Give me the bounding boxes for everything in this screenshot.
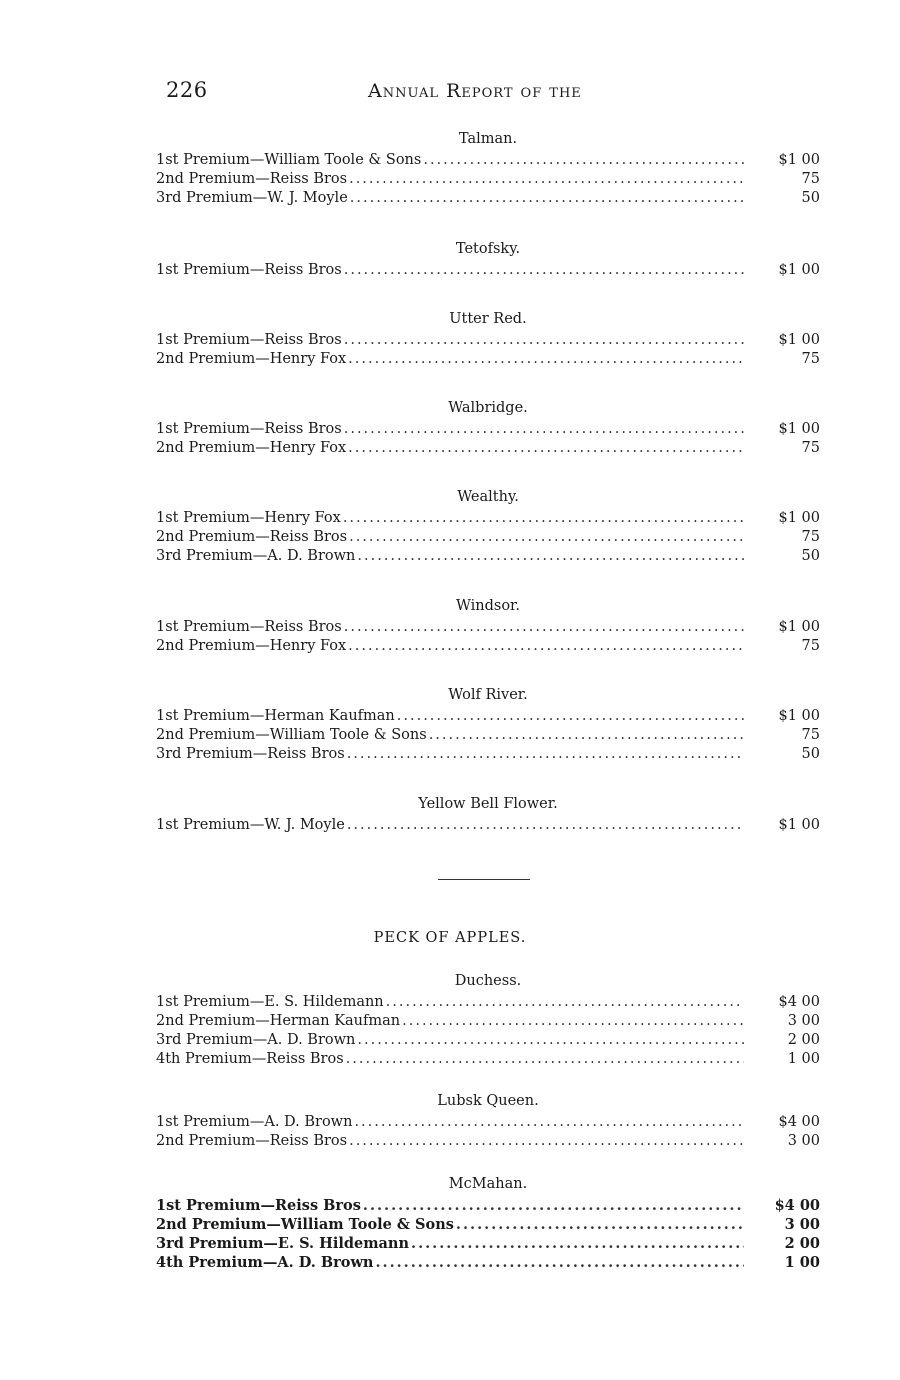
leader-dots [357, 1031, 744, 1050]
leader-dots [344, 420, 744, 439]
premium-label: 1st Premium—Reiss Bros [156, 619, 342, 635]
leader-dots [357, 547, 744, 566]
leader-dots [348, 350, 744, 369]
section-title: Lubsk Queen. [437, 1093, 539, 1109]
leader-dots [456, 1215, 744, 1234]
leader-dots [411, 1234, 744, 1253]
premium-row [156, 261, 820, 280]
section-title: Yellow Bell Flower. [418, 796, 558, 812]
premium-row [156, 189, 820, 208]
premium-row [156, 1234, 820, 1253]
leader-dots [375, 1253, 744, 1272]
premium-row [156, 1113, 820, 1132]
leader-dots [343, 509, 744, 528]
premium-row [156, 350, 820, 369]
premium-row [156, 439, 820, 458]
leader-dots [344, 618, 744, 637]
premium-row [156, 1215, 820, 1234]
leader-dots [349, 170, 744, 189]
premium-label: 1st Premium—A. D. Brown [156, 1114, 353, 1130]
section-title: Wealthy. [457, 489, 519, 505]
premium-label: 1st Premium—E. S. Hildemann [156, 994, 384, 1010]
leader-dots [354, 1113, 744, 1132]
premium-row [156, 618, 820, 637]
premium-label: 1st Premium—Henry Fox [156, 510, 341, 526]
leader-dots [350, 189, 744, 208]
section-mcmahan [156, 1175, 820, 1272]
premium-label: 2nd Premium—Henry Fox [156, 351, 347, 367]
premium-row [156, 547, 820, 566]
section-duchess [156, 972, 820, 1069]
premium-row [156, 1031, 820, 1050]
section-utter-red [156, 310, 820, 369]
section-tetofsky [156, 240, 820, 280]
premium-amount: $4 00 [778, 1114, 820, 1130]
page-number: 226 [166, 78, 208, 102]
premium-row [156, 745, 820, 764]
premium-amount: $1 00 [778, 817, 820, 833]
section-title: Talman. [458, 131, 518, 147]
section-talman [156, 130, 820, 208]
premium-row [156, 637, 820, 656]
premium-amount: $1 00 [778, 708, 820, 724]
premium-label: 2nd Premium—Herman Kaufman [156, 1013, 401, 1029]
premium-amount: 75 [801, 727, 820, 743]
leader-dots [402, 1012, 744, 1031]
premium-amount: $1 00 [778, 262, 820, 278]
leader-dots [397, 707, 744, 726]
premium-amount: 75 [801, 529, 820, 545]
section-title: Walbridge. [448, 400, 528, 416]
leader-dots [347, 745, 744, 764]
premium-row [156, 528, 820, 547]
premium-label: 2nd Premium—William Toole & Sons [156, 727, 427, 743]
premium-label: 2nd Premium—Henry Fox [156, 638, 347, 654]
leader-dots [347, 816, 744, 835]
premium-row [156, 1050, 820, 1069]
section-title: Utter Red. [449, 311, 527, 327]
section-lubsk-queen [156, 1092, 820, 1151]
section-divider [438, 879, 530, 880]
premium-label: 4th Premium—A. D. Brown [156, 1254, 374, 1271]
section-title: Tetofsky. [455, 241, 521, 257]
premium-amount: 75 [801, 351, 820, 367]
premium-amount: 50 [801, 548, 820, 564]
premium-row [156, 509, 820, 528]
premium-label: 4th Premium—Reiss Bros [156, 1051, 344, 1067]
premium-row [156, 993, 820, 1012]
premium-label: 2nd Premium—Reiss Bros [156, 171, 348, 187]
premium-label: 3rd Premium—A. D. Brown [156, 548, 356, 564]
premium-row [156, 331, 820, 350]
section-yellow-bell-flower [156, 795, 820, 835]
leader-dots [363, 1196, 744, 1215]
premium-amount: $4 00 [778, 994, 820, 1010]
leader-dots [349, 528, 744, 547]
section-wolf-river [156, 686, 820, 764]
leader-dots [429, 726, 744, 745]
premium-label: 3rd Premium—W. J. Moyle [156, 190, 348, 206]
premium-label: 1st Premium—Reiss Bros [156, 1197, 361, 1214]
premium-amount: $1 00 [778, 510, 820, 526]
premium-row [156, 1253, 820, 1272]
peck-of-apples-heading: PECK OF APPLES. [373, 930, 527, 946]
premium-label: 3rd Premium—Reiss Bros [156, 746, 345, 762]
premium-row [156, 1196, 820, 1215]
leader-dots [344, 261, 744, 280]
leader-dots [348, 439, 744, 458]
leader-dots [348, 637, 744, 656]
section-title: Duchess. [454, 973, 522, 989]
premium-amount: 1 00 [784, 1254, 820, 1271]
section-windsor [156, 597, 820, 656]
section-title: McMahan. [448, 1176, 528, 1192]
premium-amount: 3 00 [784, 1216, 820, 1233]
section-title: Wolf River. [448, 687, 528, 703]
section-wealthy [156, 488, 820, 566]
premium-row [156, 1012, 820, 1031]
premium-row [156, 726, 820, 745]
premium-label: 2nd Premium—Reiss Bros [156, 1133, 348, 1149]
premium-amount: 50 [801, 746, 820, 762]
premium-amount: 2 00 [784, 1235, 820, 1252]
premium-label: 3rd Premium—E. S. Hildemann [156, 1235, 410, 1252]
premium-label: 1st Premium—W. J. Moyle [156, 817, 345, 833]
leader-dots [386, 993, 744, 1012]
leader-dots [346, 1050, 744, 1069]
premium-amount: 50 [801, 190, 820, 206]
premium-row [156, 151, 820, 170]
premium-amount: 2 00 [787, 1032, 820, 1048]
leader-dots [344, 331, 744, 350]
premium-amount: $4 00 [774, 1197, 820, 1214]
premium-amount: 75 [801, 171, 820, 187]
premium-amount: 1 00 [787, 1051, 820, 1067]
section-title: Windsor. [455, 598, 521, 614]
premium-amount: 75 [801, 440, 820, 456]
premium-label: 2nd Premium—Henry Fox [156, 440, 347, 456]
premium-row [156, 1132, 820, 1151]
premium-row [156, 420, 820, 439]
premium-amount: 3 00 [787, 1133, 820, 1149]
premium-row [156, 816, 820, 835]
premium-label: 1st Premium—Reiss Bros [156, 421, 342, 437]
running-head: Annual Report of the [368, 80, 582, 102]
premium-amount: 75 [801, 638, 820, 654]
premium-amount: $1 00 [778, 152, 820, 168]
leader-dots [423, 151, 744, 170]
premium-label: 1st Premium—Reiss Bros [156, 332, 342, 348]
premium-label: 2nd Premium—William Toole & Sons [156, 1216, 454, 1233]
premium-row [156, 707, 820, 726]
premium-amount: $1 00 [778, 619, 820, 635]
premium-label: 1st Premium—William Toole & Sons [156, 152, 422, 168]
premium-label: 3rd Premium—A. D. Brown [156, 1032, 356, 1048]
leader-dots [349, 1132, 744, 1151]
premium-label: 2nd Premium—Reiss Bros [156, 529, 348, 545]
premium-label: 1st Premium—Reiss Bros [156, 262, 342, 278]
premium-amount: $1 00 [778, 332, 820, 348]
premium-amount: 3 00 [787, 1013, 820, 1029]
section-walbridge [156, 399, 820, 458]
premium-amount: $1 00 [778, 421, 820, 437]
premium-label: 1st Premium—Herman Kaufman [156, 708, 395, 724]
premium-row [156, 170, 820, 189]
